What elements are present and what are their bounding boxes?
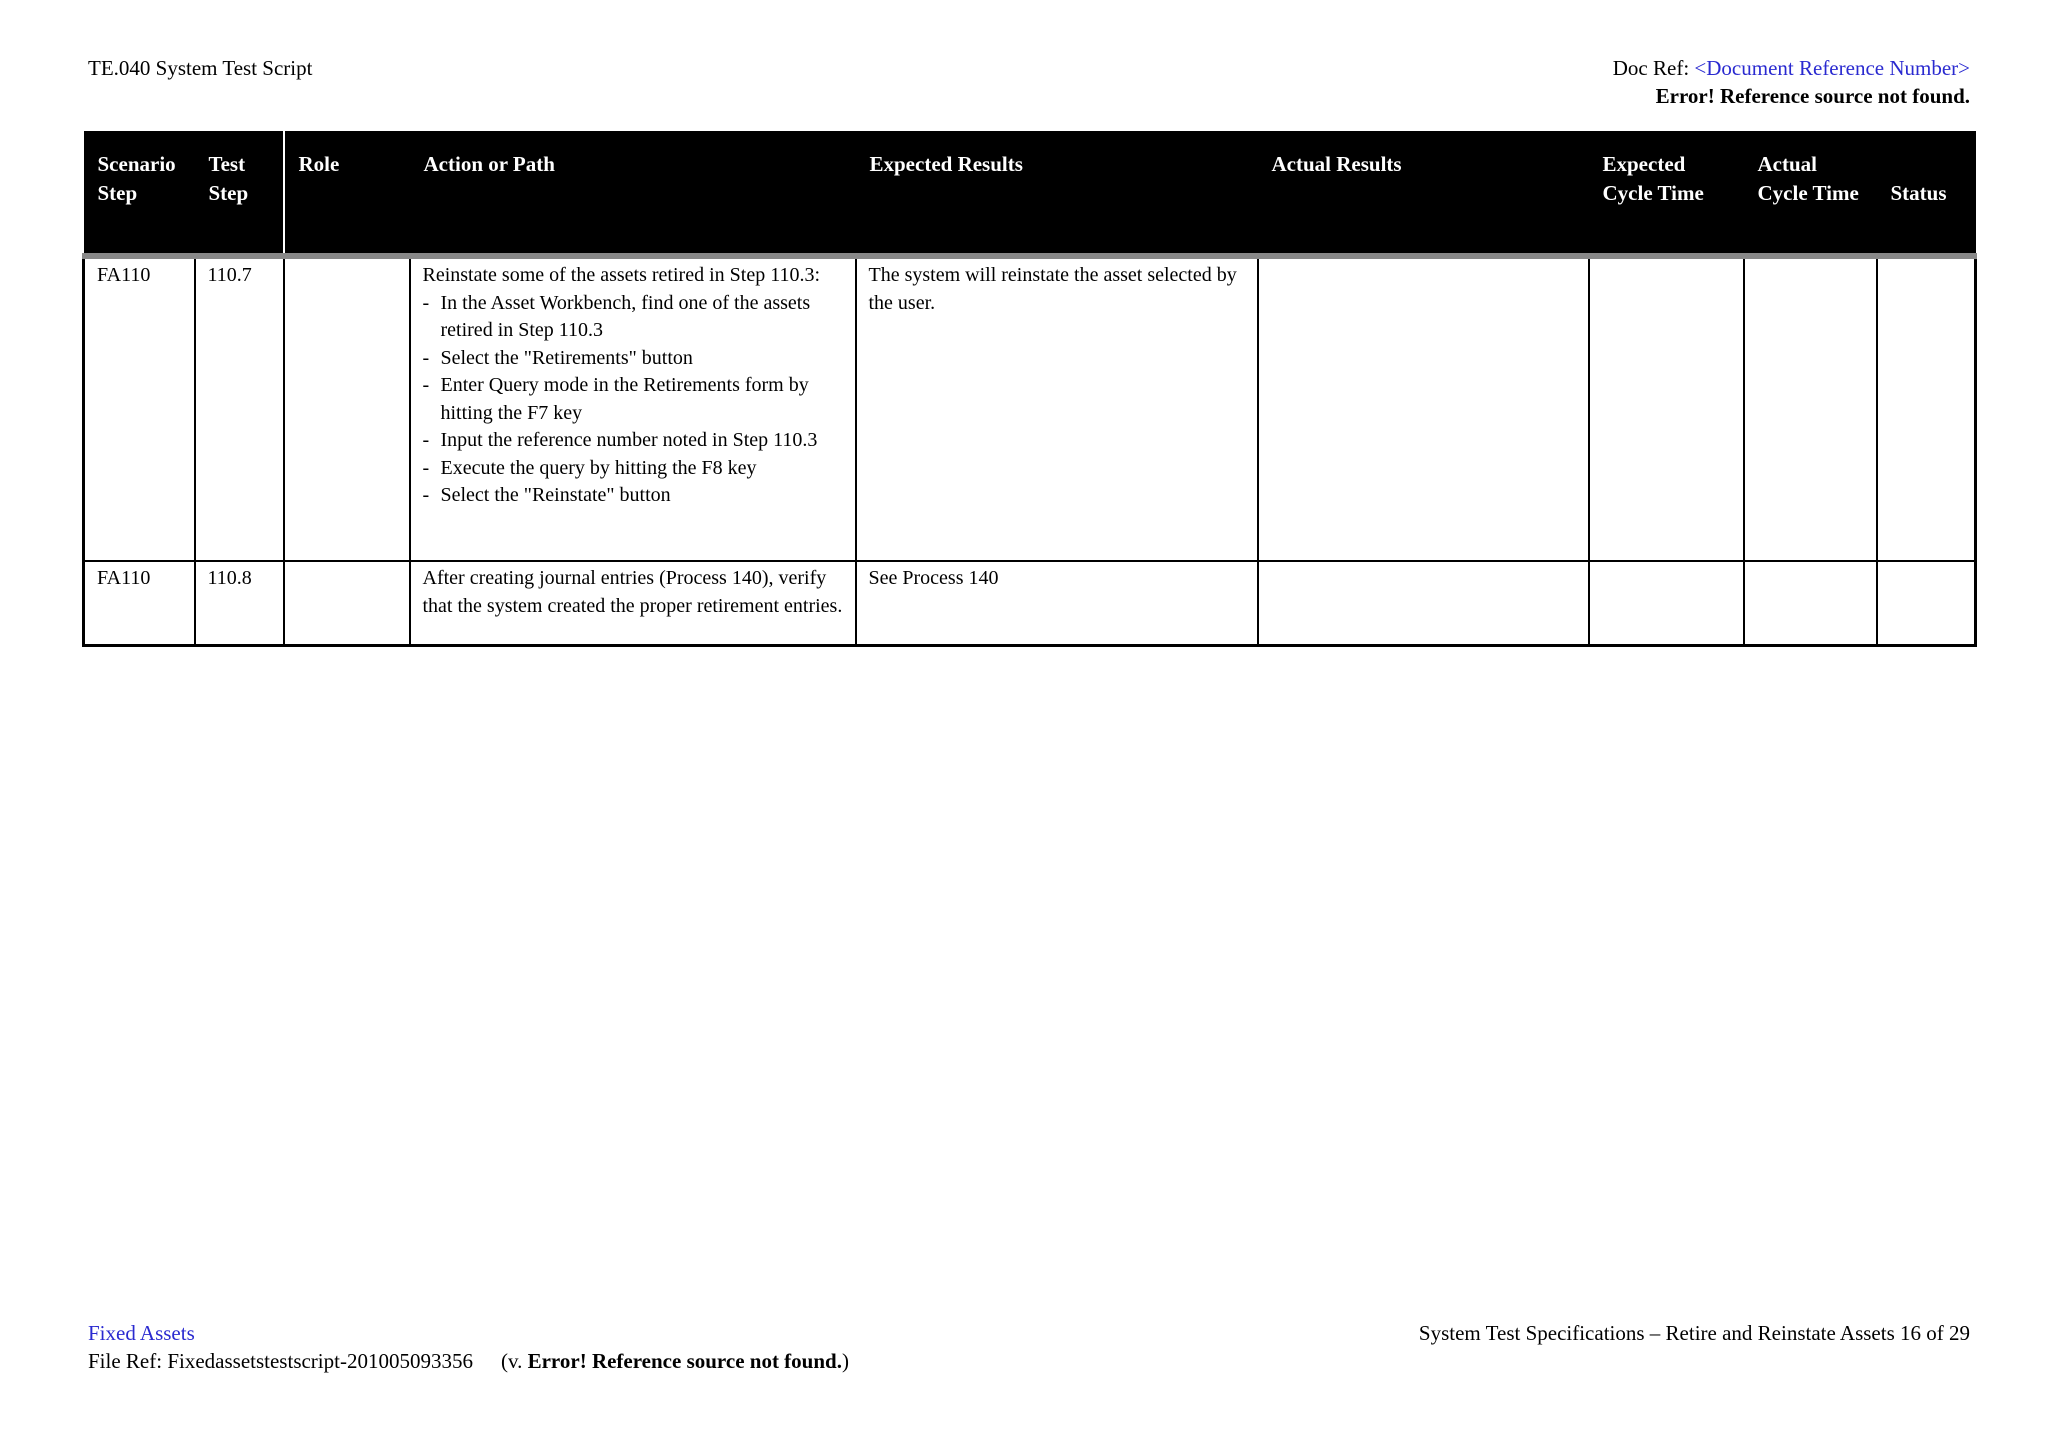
footer-spec-title: System Test Specifications – Retire and Reinstate Assets <box>1418 1321 1895 1345</box>
cell-expected-results: See Process 140 <box>856 561 1258 645</box>
footer-page-number: 16 of 29 <box>1900 1321 1970 1345</box>
action-step: - Select the "Retirements" button <box>423 345 843 373</box>
cell-test-step: 110.8 <box>195 561 284 645</box>
test-script-table-container <box>82 131 1974 647</box>
table-header-row <box>84 131 1976 256</box>
action-step: - Select the "Reinstate" button <box>423 482 843 510</box>
footer-version-error: Error! Reference source not found. <box>527 1349 842 1373</box>
doc-ref-line <box>1613 54 1970 82</box>
footer-left <box>88 1319 849 1375</box>
cell-actual-results[interactable] <box>1258 561 1589 645</box>
test-script-table <box>82 131 1977 647</box>
footer-file-ref: File Ref: Fixedassetstestscript-201005093356 <box>88 1349 473 1373</box>
table-row <box>84 561 1976 645</box>
col-header-scenario-step: Scenario Step <box>84 131 195 256</box>
cell-actual-cycle-time[interactable] <box>1744 561 1877 645</box>
cell-scenario-step: FA110 <box>84 256 195 561</box>
cell-expected-results: The system will reinstate the asset selected by the user. <box>856 256 1258 561</box>
col-header-expected-results: Expected Results <box>856 131 1258 256</box>
col-header-actual-cycle-time: Actual Cycle Time <box>1744 131 1877 256</box>
footer-version-suffix: ) <box>841 1349 849 1373</box>
action-step: - In the Asset Workbench, find one of the assets retired in Step 110.3 <box>423 290 843 345</box>
footer-module-link[interactable]: Fixed Assets <box>88 1321 195 1345</box>
cell-action-or-path: After creating journal entries (Process 140), verify that the system created the proper retirement entries. <box>410 561 856 645</box>
col-header-actual-results: Actual Results <box>1258 131 1589 256</box>
footer-right <box>1419 1319 1970 1347</box>
col-header-expected-cycle-time: Expected Cycle Time <box>1589 131 1744 256</box>
doc-ref-label: Doc Ref: <box>1612 56 1695 80</box>
footer-file-ref-line <box>88 1347 849 1375</box>
header-reference-error: Error! Reference source not found. <box>1655 84 1970 108</box>
cell-actual-results[interactable] <box>1258 256 1589 561</box>
action-step: - Execute the query by hitting the F8 key <box>423 455 843 483</box>
col-header-action-or-path: Action or Path <box>410 131 856 256</box>
cell-status[interactable] <box>1877 561 1976 645</box>
cell-role[interactable] <box>284 256 410 561</box>
cell-role[interactable] <box>284 561 410 645</box>
action-steps-list <box>423 290 843 510</box>
cell-expected-cycle-time[interactable] <box>1589 256 1744 561</box>
col-header-role: Role <box>284 131 410 256</box>
cell-test-step: 110.7 <box>195 256 284 561</box>
cell-expected-cycle-time[interactable] <box>1589 561 1744 645</box>
footer-version-prefix: (v. <box>500 1349 528 1373</box>
cell-scenario-step: FA110 <box>84 561 195 645</box>
table-row <box>84 256 1976 561</box>
col-header-test-step: Test Step <box>195 131 284 256</box>
col-header-status: Status <box>1877 131 1976 256</box>
cell-action-or-path <box>410 256 856 561</box>
action-step: - Enter Query mode in the Retirements form by hitting the F7 key <box>423 372 843 427</box>
cell-actual-cycle-time[interactable] <box>1744 256 1877 561</box>
doc-ref-link[interactable]: <Document Reference Number> <box>1694 56 1970 80</box>
cell-status[interactable] <box>1877 256 1976 561</box>
doc-ref-block <box>1613 54 1970 110</box>
action-step: - Input the reference number noted in Step 110.3 <box>423 427 843 455</box>
document-title: TE.040 System Test Script <box>88 56 313 80</box>
action-intro: Reinstate some of the assets retired in Step 110.3: <box>422 264 821 286</box>
